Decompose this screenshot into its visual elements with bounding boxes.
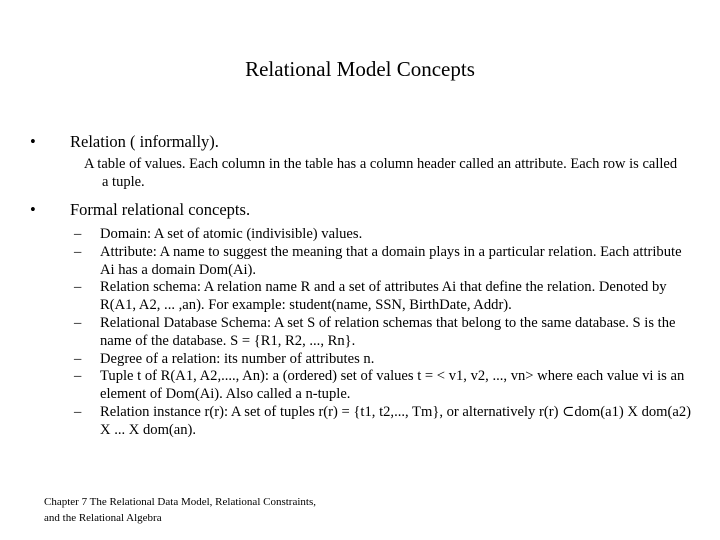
item-text: Relation instance r(r): A set of tuples r(r) = {t1, t2,..., Tm}, or alternatively r(r) ⊂dom(a1) X dom(a2) X ... X dom(an). xyxy=(100,403,692,438)
bullet-text: Formal relational concepts. xyxy=(70,200,251,219)
item-text: Domain: A set of atomic (indivisible) values. xyxy=(100,226,363,242)
dash-marker: – xyxy=(74,279,82,296)
list-item-database-schema xyxy=(74,315,694,351)
dash-marker: – xyxy=(74,368,82,385)
dash-marker: – xyxy=(74,226,82,242)
list-item-tuple xyxy=(74,368,694,404)
item-text: Relation schema: A relation name R and a set of attributes Ai that define the relation. Denoted by R(A1, A2, ... ,an). For example: student(name, SSN, BirthDate, Addr). xyxy=(100,279,667,314)
slide-footer: Chapter 7 The Relational Data Model, Relational Constraints, and the Relational Algebra xyxy=(44,496,316,524)
dash-marker: – xyxy=(74,350,82,367)
list-item-attribute xyxy=(74,244,694,280)
item-text: Attribute: A name to suggest the meaning that a domain plays in a particular relation. Each attribute Ai has a domain Dom(Ai). xyxy=(100,243,682,278)
item-text: Relational Database Schema: A set S of relation schemas that belong to the same database. S is the name of the database. S = {R1, R2, ..., Rn}. xyxy=(100,314,676,349)
bullet-text: Relation ( informally). xyxy=(70,132,219,151)
relation-description: A table of values. Each column in the table has a column header called an attribute. Each row is called a tuple. xyxy=(84,156,678,190)
list-item-degree xyxy=(74,351,694,369)
list-item-domain xyxy=(74,226,694,244)
dash-marker: – xyxy=(74,403,82,420)
item-text: Degree of a relation: its number of attributes n. xyxy=(100,350,375,367)
formal-concepts-list xyxy=(74,226,694,440)
slide-title: Relational Model Concepts xyxy=(245,57,475,81)
bullet-marker: • xyxy=(30,132,36,151)
dash-marker: – xyxy=(74,314,82,331)
bullet-marker: • xyxy=(30,200,36,219)
list-item-relation-instance xyxy=(74,404,694,440)
list-item-relation-schema xyxy=(74,279,694,315)
item-text: Tuple t of R(A1, A2,...., An): a (ordered) set of values t = < v1, v2, ..., vn> where each value vi is an element of Dom(Ai). Also called a n-tuple. xyxy=(100,368,685,403)
dash-marker: – xyxy=(74,243,82,260)
